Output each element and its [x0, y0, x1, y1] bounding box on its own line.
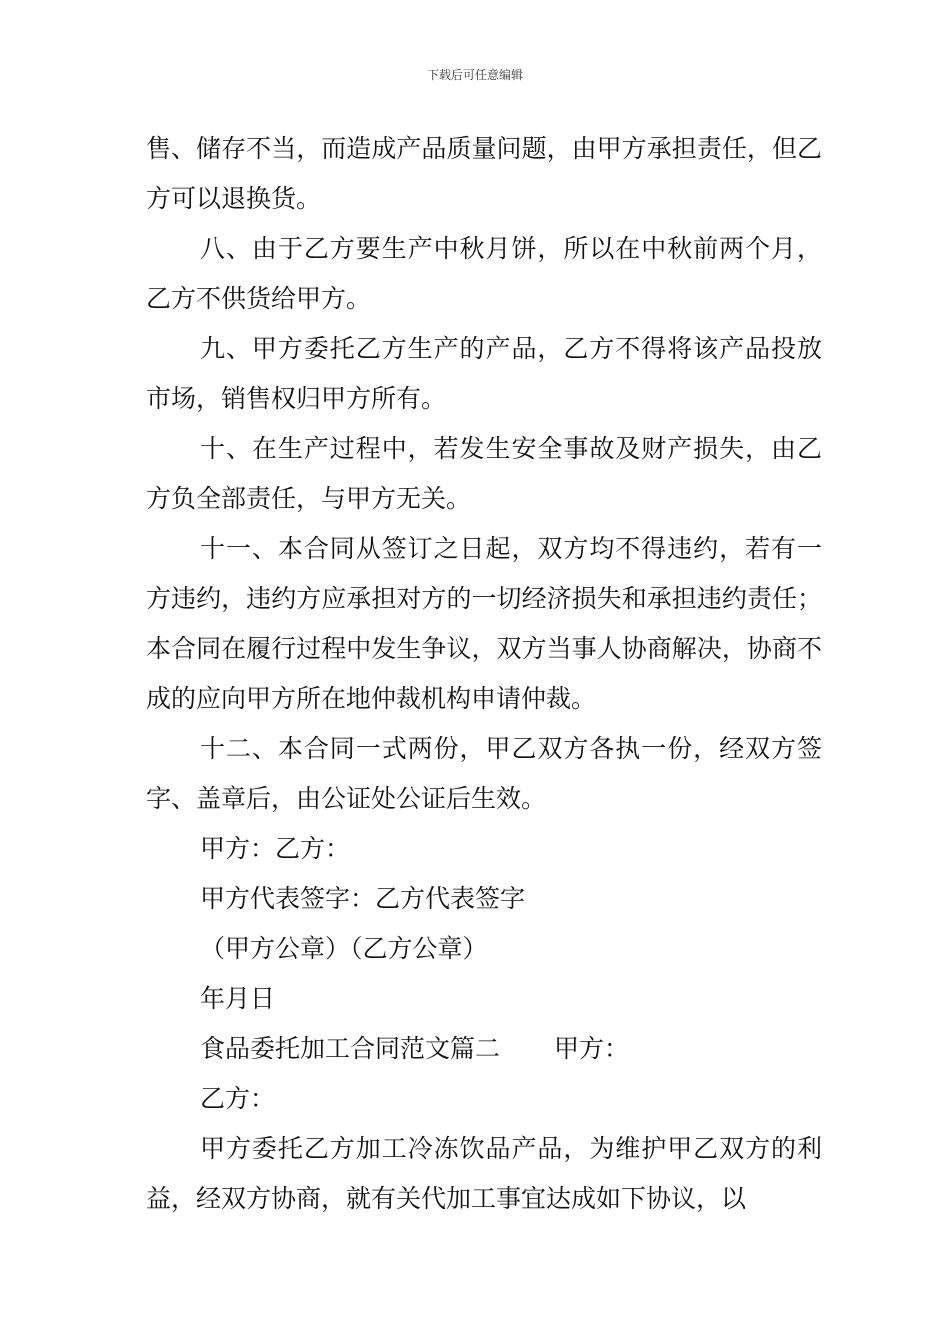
second-contract-party-a: 甲方：	[554, 1034, 630, 1063]
second-contract-intro: 甲方委托乙方加工冷冻饮品产品，为维护甲乙双方的利益，经双方协商，就有关代加工事宜达成如下协议，以	[146, 1134, 822, 1213]
clause-9: 九、甲方委托乙方生产的产品，乙方不得将该产品投放市场，销售权归甲方所有。	[146, 334, 822, 413]
signature-parties: 甲方：乙方：	[200, 834, 351, 863]
clause-10: 十、在生产过程中，若发生安全事故及财产损失，由乙方负全部责任，与甲方无关。	[146, 434, 822, 513]
clause-11: 十一、本合同从签订之日起，双方均不得违约，若有一方违约，违约方应承担对方的一切经济损失和承担违约责任；本合同在履行过程中发生争议，双方当事人协商解决，协商不成的应向甲方所在地仲裁机构申请仲裁。	[146, 534, 822, 713]
page-header-note: 下载后可任意编辑	[426, 68, 523, 82]
signature-seals: （甲方公章）（乙方公章）	[200, 934, 488, 963]
paragraph-continuation: 售、储存不当，而造成产品质量问题，由甲方承担责任，但乙方可以退换货。	[146, 134, 822, 213]
clause-12: 十二、本合同一式两份，甲乙双方各执一份，经双方签字、盖章后，由公证处公证后生效。	[146, 734, 822, 813]
second-contract-heading-line	[146, 1024, 822, 1074]
document-body	[146, 124, 822, 1224]
second-contract-title: 食品委托加工合同范文篇二	[200, 1034, 501, 1063]
second-contract-party-b: 乙方：	[200, 1084, 276, 1113]
signature-representatives: 甲方代表签字：乙方代表签字	[200, 884, 526, 913]
signature-date: 年月日	[200, 984, 276, 1013]
clause-8: 八、由于乙方要生产中秋月饼，所以在中秋前两个月，乙方不供货给甲方。	[146, 234, 822, 313]
